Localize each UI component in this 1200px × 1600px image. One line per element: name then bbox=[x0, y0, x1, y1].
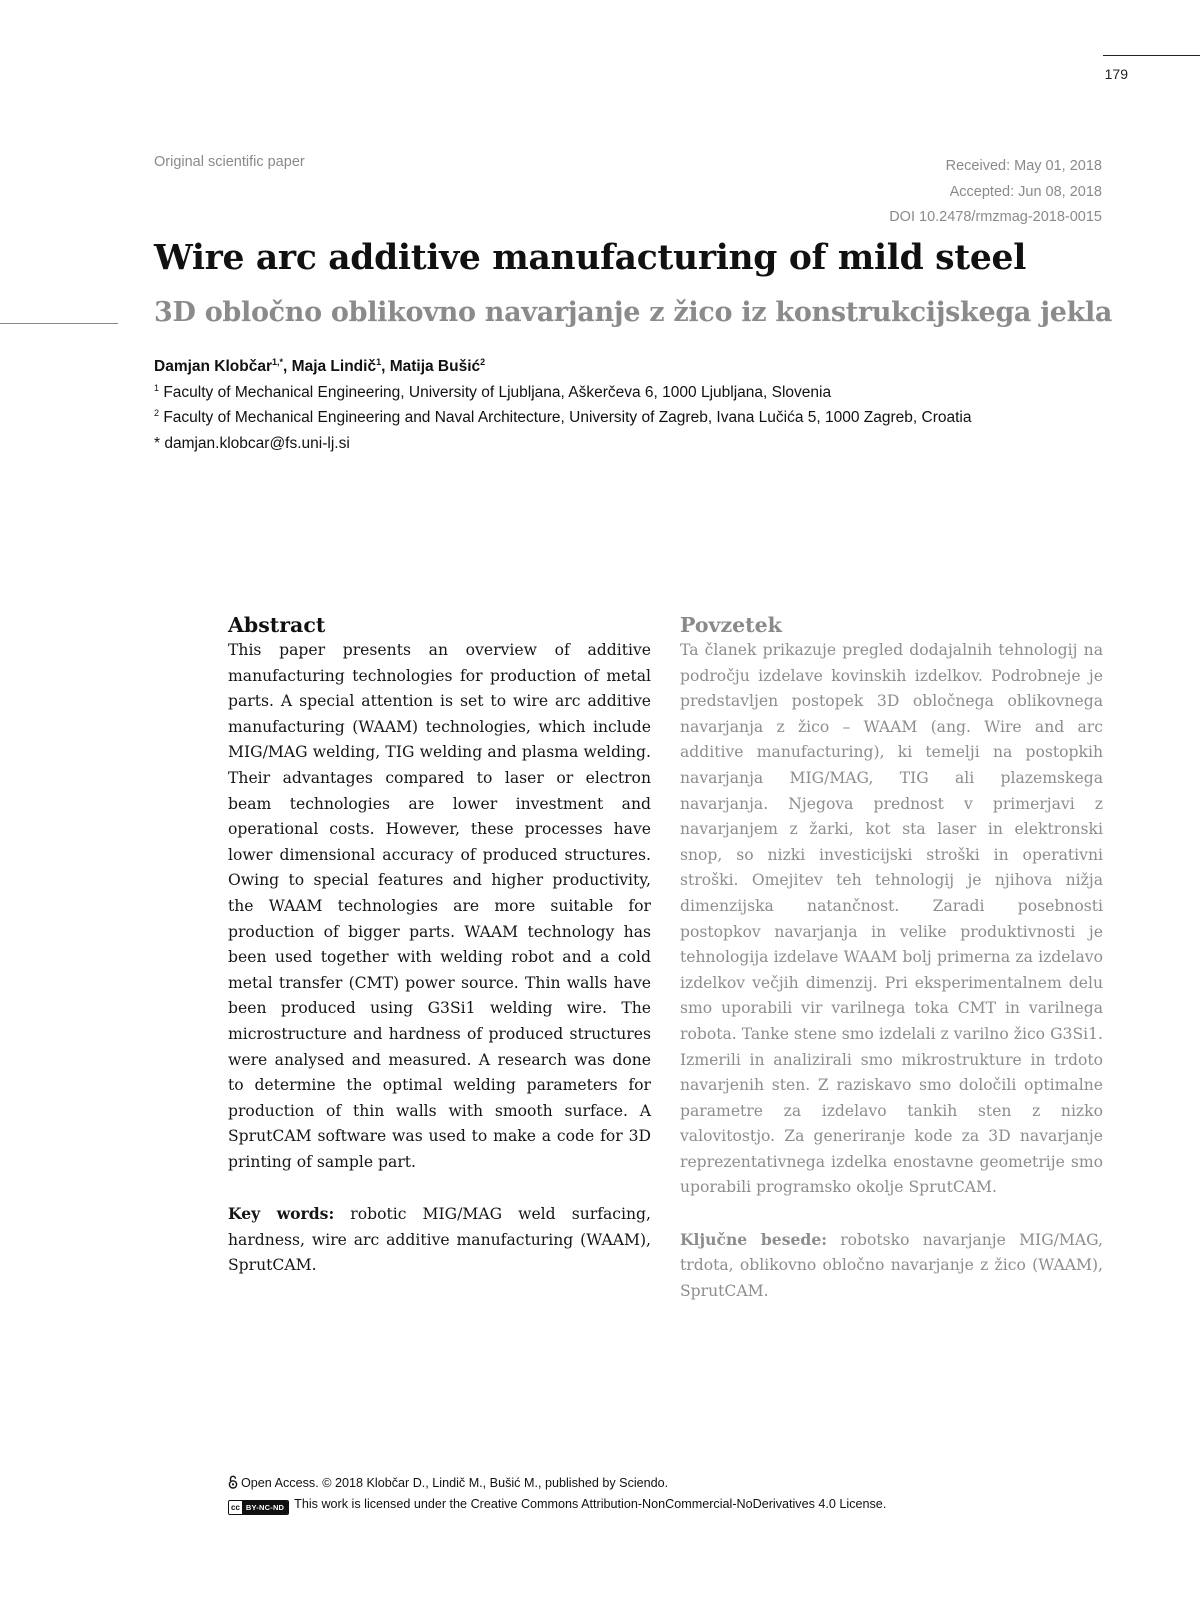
kljucne-besede bbox=[680, 1227, 1103, 1305]
author: Maja Lindič bbox=[291, 358, 377, 375]
author-affiliation-mark: 1 bbox=[376, 357, 382, 367]
author: Matija Bušić bbox=[389, 358, 481, 375]
paper-subtitle-slovene: 3D obločno oblikovno navarjanje z žico iz konstrukcijskega jekla bbox=[154, 297, 1113, 328]
license-line bbox=[228, 1495, 886, 1515]
povzetek-text: Ta članek prikazuje pregled dodajalnih tehnologij na področju izdelave kovinskih izdelkov. Podrobneje je predstavljen postopek 3D obločnega oblikovnega navarjanja z žico – WAAM (ang. Wire and arc additive manufacturing), ki temelji na postopkih navarjanja MIG/MAG, TIG ali plazemskega navarjanja. Njegova prednost v primerjavi z navarjanjem z žarki, kot sta laser in elektronski snop, so nizki investicijski stroški in operativni stroški. Omejitev teh tehnologij je njihova nižja dimenzijska natančnost. Zaradi posebnosti postopkov navarjanja in velike produktivnosti je tehnologija izdelave WAAM bolj primerna za izdelavo izdelkov večjih dimenzij. Pri eksperimentalnem delu smo uporabili vir varilnega toka CMT in varilnega robota. Tanke stene smo izdelali z varilno žico G3Si1. Izmerili in analizirali smo mikrostrukture in trdoto navarjenih sten. Z raziskavo smo določili optimalne parametre za izdelavo tankih sten z nizko valovitostjo. Za generiranje kode za 3D navarjanje reprezentativnega izdelka enostavne geometrije smo uporabili programsko okolje SprutCAM. bbox=[680, 641, 1103, 1197]
paper-title: Wire arc additive manufacturing of mild steel bbox=[154, 238, 1027, 278]
open-access-line bbox=[228, 1474, 886, 1495]
affiliation-number: 2 bbox=[154, 408, 160, 418]
article-meta bbox=[889, 154, 1102, 231]
keywords bbox=[228, 1201, 651, 1279]
page-number: 179 bbox=[1104, 66, 1128, 82]
keywords-label: Key words: bbox=[228, 1204, 335, 1224]
author-affiliation-mark: 1,* bbox=[272, 357, 284, 367]
cc-license-badge[interactable] bbox=[228, 1500, 289, 1515]
open-access-text: Open Access. © 2018 Klobčar D., Lindič M., Bušić M., published by Sciendo. bbox=[241, 1476, 669, 1490]
povzetek-heading: Povzetek bbox=[680, 613, 782, 637]
received-date: Received: May 01, 2018 bbox=[945, 158, 1102, 174]
affiliation bbox=[154, 409, 971, 427]
povzetek-column bbox=[680, 612, 1103, 1304]
author: Damjan Klobčar bbox=[154, 358, 273, 375]
doi[interactable]: DOI 10.2478/rmzmag-2018-0015 bbox=[889, 209, 1102, 225]
affiliation bbox=[154, 384, 831, 402]
cc-badge-left: cc bbox=[231, 1502, 240, 1512]
affiliation-text: Faculty of Mechanical Engineering and Naval Architecture, University of Zagreb, Ivana Lučića 5, 1000 Zagreb, Croatia bbox=[163, 409, 972, 426]
license-text: This work is licensed under the Creative Commons Attribution-NonCommercial-NoDerivatives 4.0 License. bbox=[294, 1496, 887, 1511]
author-separator: , bbox=[381, 358, 390, 375]
paper-type: Original scientific paper bbox=[154, 154, 305, 170]
abstract-text: This paper presents an overview of additive manufacturing technologies for production of metal parts. A special attention is set to wire arc additive manufacturing (WAAM) technologies, which include MIG/MAG welding, TIG welding and plasma welding. Their advantages compared to laser or electron beam technologies are lower investment and operational costs. However, these processes have lower dimensional accuracy of produced structures. Owing to special features and higher productivity, the WAAM technologies are more suitable for production of bigger parts. WAAM technology has been used together with welding robot and a cold metal transfer (CMT) power source. Thin walls have been produced using G3Si1 welding wire. The microstructure and hardness of produced structures were analysed and measured. A research was done to determine the optimal welding parameters for production of thin walls with smooth surface. A SprutCAM software was used to make a code for 3D printing of sample part. bbox=[228, 641, 651, 1171]
author-separator: , bbox=[283, 358, 292, 375]
accepted-date: Accepted: Jun 08, 2018 bbox=[949, 183, 1102, 200]
abstract-column bbox=[228, 612, 651, 1279]
license-footer bbox=[228, 1474, 886, 1515]
affiliation-text: Faculty of Mechanical Engineering, University of Ljubljana, Aškerčeva 6, 1000 Ljubljana, Slovenia bbox=[163, 384, 832, 401]
author-list bbox=[154, 358, 485, 376]
cc-badge-label: BY-NC-ND bbox=[242, 1501, 288, 1514]
affiliation-number: 1 bbox=[154, 383, 160, 393]
kljucne-besede-text: robotsko navarjanje MIG/MAG, trdota, oblikovno obločno navarjanje z žico (WAAM), SprutCAM. bbox=[680, 1230, 1103, 1300]
title-divider bbox=[0, 323, 118, 324]
abstract-heading: Abstract bbox=[228, 613, 326, 637]
keywords-text: robotic MIG/MAG weld surfacing, hardness, wire arc additive manufacturing (WAAM), SprutCAM. bbox=[228, 1205, 651, 1275]
kljucne-besede-label: Ključne besede: bbox=[680, 1229, 827, 1249]
open-access-icon bbox=[228, 1475, 238, 1495]
top-rule bbox=[1103, 55, 1200, 56]
corresponding-email[interactable]: * damjan.klobcar@fs.uni-lj.si bbox=[154, 435, 350, 452]
author-affiliation-mark: 2 bbox=[480, 357, 486, 367]
